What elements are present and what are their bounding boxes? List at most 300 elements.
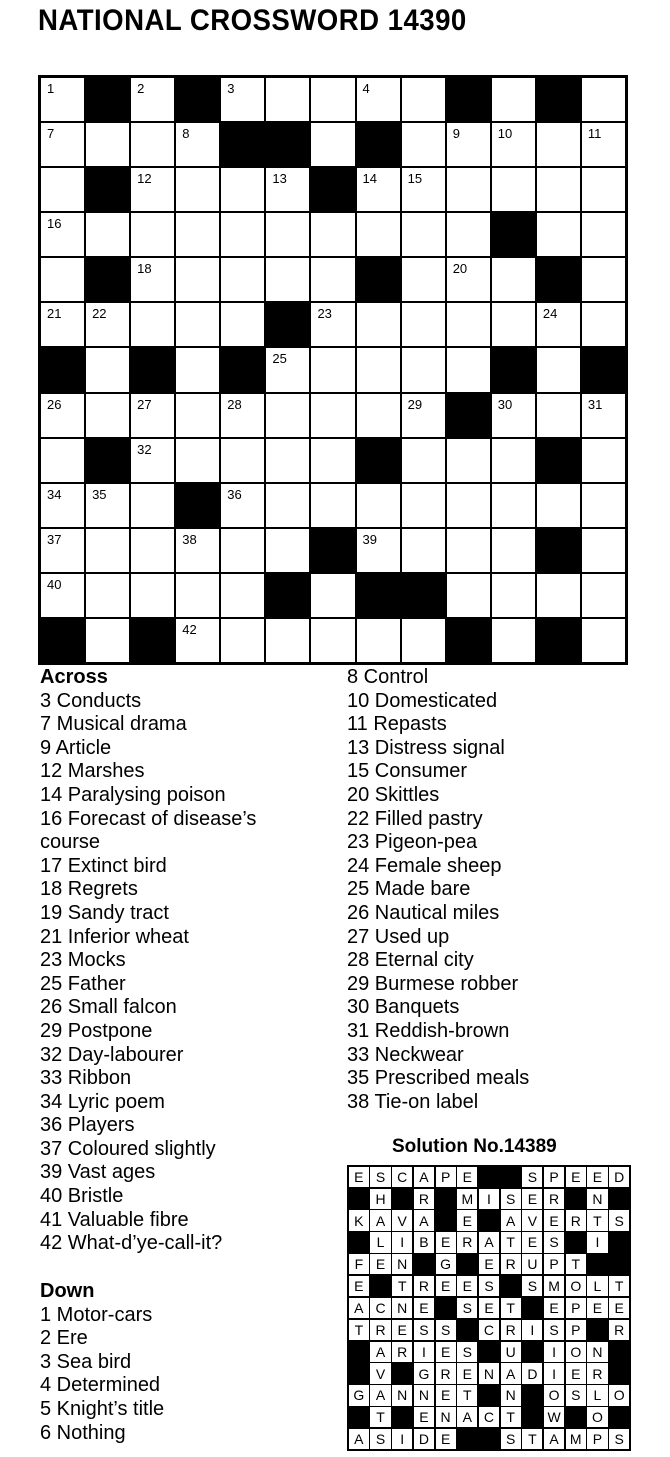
- solution-cell: R: [392, 1342, 412, 1362]
- grid-cell[interactable]: [41, 574, 84, 617]
- solution-cell: A: [544, 1429, 564, 1449]
- grid-cell[interactable]: [311, 439, 354, 482]
- grid-cell[interactable]: [582, 484, 625, 527]
- grid-cell[interactable]: [447, 439, 490, 482]
- solution-cell: S: [370, 1429, 390, 1449]
- solution-cell: R: [457, 1232, 477, 1252]
- solution-cell: P: [544, 1167, 564, 1187]
- clue-item: 34 Lyric poem: [40, 1090, 165, 1113]
- grid-cell[interactable]: [582, 303, 625, 346]
- clue-number: 29: [407, 396, 423, 412]
- grid-cell[interactable]: [537, 348, 580, 391]
- solution-cell: O: [566, 1276, 586, 1296]
- grid-cell[interactable]: [537, 303, 580, 346]
- grid-cell[interactable]: [266, 78, 309, 121]
- grid-cell[interactable]: [402, 348, 445, 391]
- solution-cell: T: [566, 1254, 586, 1274]
- solution-cell: E: [370, 1254, 390, 1274]
- clue-item: 37 Coloured slightly: [40, 1137, 216, 1160]
- clue-item: 25 Father: [40, 972, 126, 995]
- solution-cell: S: [522, 1276, 542, 1296]
- solution-cell: T: [349, 1320, 369, 1340]
- solution-cell: N: [501, 1385, 521, 1405]
- grid-cell[interactable]: [176, 574, 219, 617]
- grid-cell[interactable]: [86, 574, 129, 617]
- grid-cell[interactable]: [86, 303, 129, 346]
- solution-cell: E: [479, 1254, 499, 1274]
- clue-item: 13 Distress signal: [347, 736, 505, 759]
- grid-cell[interactable]: [86, 123, 129, 166]
- across-clues: [40, 666, 256, 1256]
- grid-cell[interactable]: [447, 303, 490, 346]
- grid-cell[interactable]: [41, 484, 84, 527]
- grid-cell[interactable]: [41, 529, 84, 572]
- clue-item: 36 Players: [40, 1114, 135, 1137]
- grid-cell[interactable]: [41, 439, 84, 482]
- grid-cell[interactable]: [447, 123, 490, 166]
- grid-cell[interactable]: [176, 529, 219, 572]
- grid-cell[interactable]: [537, 123, 580, 166]
- solution-cell: E: [436, 1429, 456, 1449]
- solution-cell: D: [609, 1167, 629, 1187]
- grid-cell[interactable]: [447, 168, 490, 211]
- solution-cell: N: [587, 1342, 607, 1362]
- grid-cell[interactable]: [266, 213, 309, 256]
- grid-cell[interactable]: [311, 258, 354, 301]
- grid-cell[interactable]: [221, 439, 264, 482]
- clue-number: 27: [137, 396, 152, 412]
- grid-cell[interactable]: [447, 348, 490, 391]
- grid-cell[interactable]: [492, 168, 535, 211]
- grid-cell[interactable]: [447, 529, 490, 572]
- solution-cell: E: [544, 1298, 564, 1318]
- solution-cell: E: [522, 1189, 542, 1209]
- clue-item: 25 Made bare: [347, 878, 471, 901]
- clue-item: course: [40, 831, 101, 854]
- solution-cell: T: [501, 1232, 521, 1252]
- solution-cell: T: [501, 1407, 521, 1427]
- grid-cell[interactable]: [582, 529, 625, 572]
- grid-cell[interactable]: [86, 213, 129, 256]
- grid-cell[interactable]: [266, 619, 309, 662]
- solution-cell: V: [392, 1210, 412, 1230]
- grid-cell[interactable]: [131, 123, 174, 166]
- solution-cell: E: [436, 1342, 456, 1362]
- clue-item: 14 Paralysing poison: [40, 783, 226, 806]
- grid-cell[interactable]: [402, 529, 445, 572]
- solution-cell: I: [522, 1320, 542, 1340]
- solution-cell: N: [392, 1254, 412, 1274]
- solution-cell: H: [370, 1189, 390, 1209]
- solution-cell: L: [370, 1232, 390, 1252]
- solution-cell: M: [566, 1429, 586, 1449]
- clue-item: 41 Valuable fibre: [40, 1208, 189, 1231]
- grid-cell[interactable]: [41, 213, 84, 256]
- grid-cell[interactable]: [221, 213, 264, 256]
- grid-cell[interactable]: [447, 574, 490, 617]
- grid-cell[interactable]: [221, 619, 264, 662]
- clue-number: 12: [137, 171, 152, 187]
- clue-number: 13: [272, 171, 287, 187]
- clue-number: 35: [92, 486, 107, 502]
- clue-number: 26: [47, 396, 62, 412]
- solution-cell: P: [544, 1254, 564, 1274]
- clue-number: 28: [227, 396, 242, 412]
- grid-cell[interactable]: [492, 484, 535, 527]
- solution-cell: R: [501, 1254, 521, 1274]
- grid-cell[interactable]: [402, 303, 445, 346]
- grid-cell[interactable]: [311, 394, 354, 437]
- clue-item: 17 Extinct bird: [40, 854, 167, 877]
- clue-item: 40 Bristle: [40, 1185, 124, 1208]
- solution-cell: V: [370, 1363, 390, 1383]
- solution-cell: A: [370, 1210, 390, 1230]
- grid-cell[interactable]: [311, 348, 354, 391]
- solution-cell: T: [522, 1429, 542, 1449]
- solution-cell: E: [587, 1167, 607, 1187]
- grid-cell[interactable]: [582, 123, 625, 166]
- clue-item: 2 Ere: [40, 1327, 88, 1350]
- grid-cell[interactable]: [41, 394, 84, 437]
- grid-cell[interactable]: [176, 168, 219, 211]
- solution-cell: T: [392, 1276, 412, 1296]
- solution-cell: O: [544, 1385, 564, 1405]
- grid-cell[interactable]: [266, 439, 309, 482]
- grid-cell[interactable]: [311, 484, 354, 527]
- grid-cell[interactable]: [582, 394, 625, 437]
- clue-number: 16: [47, 216, 62, 232]
- grid-cell[interactable]: [357, 484, 400, 527]
- grid-cell[interactable]: [357, 348, 400, 391]
- grid-cell[interactable]: [311, 213, 354, 256]
- grid-cell[interactable]: [492, 78, 535, 121]
- solution-cell: S: [544, 1232, 564, 1252]
- grid-cell[interactable]: [266, 529, 309, 572]
- down-clues-left: [40, 1280, 164, 1445]
- crossword-grid: [38, 75, 628, 665]
- solution-cell: R: [566, 1210, 586, 1230]
- solution-cell: E: [349, 1167, 369, 1187]
- solution-cell: D: [414, 1429, 434, 1449]
- solution-cell: E: [566, 1167, 586, 1187]
- solution-cell: M: [544, 1276, 564, 1296]
- grid-cell[interactable]: [492, 529, 535, 572]
- solution-cell: T: [501, 1298, 521, 1318]
- clue-item: 24 Female sheep: [347, 854, 502, 877]
- grid-cell[interactable]: [492, 439, 535, 482]
- grid-cell[interactable]: [357, 213, 400, 256]
- grid-cell[interactable]: [131, 439, 174, 482]
- clue-item: 26 Small falcon: [40, 996, 177, 1019]
- solution-cell: R: [414, 1276, 434, 1296]
- down-clues-right: [347, 666, 529, 1114]
- grid-cell[interactable]: [131, 78, 174, 121]
- clue-item: 11 Repasts: [347, 713, 447, 736]
- solution-cell: T: [609, 1276, 629, 1296]
- grid-cell[interactable]: [86, 394, 129, 437]
- solution-cell: P: [566, 1298, 586, 1318]
- solution-cell: B: [414, 1232, 434, 1252]
- solution-cell: M: [457, 1189, 477, 1209]
- grid-cell[interactable]: [131, 574, 174, 617]
- grid-cell[interactable]: [402, 619, 445, 662]
- grid-cell[interactable]: [357, 168, 400, 211]
- grid-cell[interactable]: [41, 258, 84, 301]
- solution-cell: U: [522, 1254, 542, 1274]
- solution-cell: W: [544, 1407, 564, 1427]
- solution-cell: S: [609, 1429, 629, 1449]
- grid-cell[interactable]: [492, 394, 535, 437]
- solution-cell: C: [370, 1298, 390, 1318]
- grid-cell[interactable]: [221, 168, 264, 211]
- grid-cell[interactable]: [582, 168, 625, 211]
- clue-item: 33 Ribbon: [40, 1067, 132, 1090]
- solution-cell: A: [414, 1167, 434, 1187]
- solution-cell: I: [587, 1232, 607, 1252]
- solution-cell: E: [522, 1232, 542, 1252]
- clue-item: 19 Sandy tract: [40, 901, 169, 924]
- solution-cell: E: [436, 1385, 456, 1405]
- solution-cell: A: [479, 1232, 499, 1252]
- grid-cell[interactable]: [357, 394, 400, 437]
- clue-item: 12 Marshes: [40, 760, 145, 783]
- grid-cell[interactable]: [447, 213, 490, 256]
- clue-item: 21 Inferior wheat: [40, 925, 189, 948]
- grid-cell[interactable]: [131, 529, 174, 572]
- grid-cell[interactable]: [176, 439, 219, 482]
- solution-cell: I: [479, 1189, 499, 1209]
- clue-number: 1: [47, 81, 55, 96]
- grid-cell[interactable]: [582, 439, 625, 482]
- grid-cell[interactable]: [131, 258, 174, 301]
- clue-item: 9 Article: [40, 736, 112, 759]
- grid-cell[interactable]: [221, 529, 264, 572]
- grid-cell[interactable]: [537, 213, 580, 256]
- solution-title: Solution No.14389: [392, 1136, 557, 1157]
- clue-item: 5 Knight’s title: [40, 1397, 165, 1420]
- clue-number: 4: [362, 81, 370, 96]
- grid-cell[interactable]: [221, 78, 264, 121]
- grid-cell[interactable]: [492, 303, 535, 346]
- solution-cell: E: [457, 1363, 477, 1383]
- grid-cell[interactable]: [537, 574, 580, 617]
- clue-item: 1 Motor-cars: [40, 1303, 153, 1326]
- solution-cell: E: [414, 1298, 434, 1318]
- solution-cell: E: [609, 1298, 629, 1318]
- clue-item: 16 Forecast of disease’s: [40, 807, 257, 830]
- solution-cell: I: [392, 1232, 412, 1252]
- grid-cell[interactable]: [402, 439, 445, 482]
- solution-cell: N: [392, 1298, 412, 1318]
- grid-cell[interactable]: [86, 484, 129, 527]
- clue-item: 39 Vast ages: [40, 1161, 156, 1184]
- grid-cell[interactable]: [492, 123, 535, 166]
- clue-item: 27 Used up: [347, 925, 450, 948]
- grid-cell[interactable]: [86, 619, 129, 662]
- grid-cell[interactable]: [41, 123, 84, 166]
- grid-cell[interactable]: [131, 168, 174, 211]
- grid-cell[interactable]: [221, 258, 264, 301]
- grid-cell[interactable]: [131, 213, 174, 256]
- solution-cell: S: [501, 1189, 521, 1209]
- grid-cell[interactable]: [176, 303, 219, 346]
- solution-cell: G: [436, 1254, 456, 1274]
- solution-cell: S: [414, 1320, 434, 1340]
- grid-cell[interactable]: [86, 529, 129, 572]
- grid-cell[interactable]: [492, 619, 535, 662]
- clue-number: 7: [47, 126, 55, 142]
- clue-item: 22 Filled pastry: [347, 807, 483, 830]
- solution-cell: R: [501, 1320, 521, 1340]
- grid-cell[interactable]: [41, 303, 84, 346]
- clue-number: 9: [452, 126, 460, 142]
- solution-cell: E: [349, 1276, 369, 1296]
- clue-number: 39: [362, 531, 377, 547]
- solution-cell: E: [436, 1232, 456, 1252]
- solution-cell: S: [457, 1298, 477, 1318]
- grid-cell[interactable]: [221, 574, 264, 617]
- grid-cell[interactable]: [176, 213, 219, 256]
- clue-number: 34: [47, 486, 62, 502]
- solution-cell: R: [544, 1189, 564, 1209]
- grid-cell[interactable]: [402, 394, 445, 437]
- solution-cell: R: [414, 1189, 434, 1209]
- solution-cell: O: [587, 1407, 607, 1427]
- grid-cell[interactable]: [131, 394, 174, 437]
- grid-cell[interactable]: [357, 303, 400, 346]
- grid-cell[interactable]: [582, 619, 625, 662]
- solution-cell: P: [436, 1167, 456, 1187]
- clue-item: 28 Eternal city: [347, 949, 474, 972]
- grid-cell[interactable]: [266, 258, 309, 301]
- grid-cell[interactable]: [221, 484, 264, 527]
- solution-grid: [347, 1165, 631, 1451]
- clue-number: 3: [227, 81, 235, 96]
- across-heading: Across: [40, 666, 108, 688]
- solution-cell: T: [587, 1210, 607, 1230]
- solution-cell: L: [587, 1276, 607, 1296]
- solution-cell: S: [457, 1342, 477, 1362]
- clue-number: 23: [317, 306, 332, 322]
- clue-item: 33 Neckwear: [347, 1043, 464, 1066]
- clue-number: 31: [587, 396, 603, 412]
- solution-cell: I: [392, 1429, 412, 1449]
- grid-cell[interactable]: [311, 123, 354, 166]
- page-title: NATIONAL CROSSWORD 14390: [38, 4, 467, 37]
- grid-cell[interactable]: [357, 529, 400, 572]
- solution-cell: E: [414, 1407, 434, 1427]
- solution-cell: A: [457, 1407, 477, 1427]
- grid-cell[interactable]: [582, 258, 625, 301]
- solution-cell: G: [349, 1385, 369, 1405]
- solution-cell: N: [414, 1385, 434, 1405]
- solution-cell: E: [566, 1363, 586, 1383]
- grid-cell[interactable]: [402, 213, 445, 256]
- clue-item: 30 Banquets: [347, 996, 460, 1019]
- grid-cell[interactable]: [402, 258, 445, 301]
- solution-cell: O: [566, 1342, 586, 1362]
- grid-cell[interactable]: [357, 619, 400, 662]
- grid-cell[interactable]: [131, 484, 174, 527]
- solution-cell: E: [457, 1167, 477, 1187]
- grid-cell[interactable]: [176, 394, 219, 437]
- grid-cell[interactable]: [402, 484, 445, 527]
- clue-number: 37: [47, 531, 62, 547]
- grid-cell[interactable]: [266, 168, 309, 211]
- solution-cell: A: [501, 1210, 521, 1230]
- solution-cell: N: [436, 1407, 456, 1427]
- solution-cell: N: [479, 1363, 499, 1383]
- solution-cell: A: [349, 1429, 369, 1449]
- solution-cell: E: [479, 1298, 499, 1318]
- clue-number: 2: [137, 81, 145, 96]
- clue-item: 6 Nothing: [40, 1421, 126, 1444]
- solution-cell: E: [457, 1210, 477, 1230]
- clue-number: 24: [542, 306, 558, 322]
- grid-cell[interactable]: [311, 574, 354, 617]
- solution-cell: U: [501, 1342, 521, 1362]
- solution-cell: I: [544, 1342, 564, 1362]
- grid-cell[interactable]: [402, 78, 445, 121]
- grid-cell[interactable]: [221, 303, 264, 346]
- grid-cell[interactable]: [41, 168, 84, 211]
- solution-cell: I: [544, 1363, 564, 1383]
- grid-cell[interactable]: [41, 78, 84, 121]
- grid-cell[interactable]: [311, 303, 354, 346]
- clue-item: 4 Determined: [40, 1374, 161, 1397]
- solution-cell: L: [587, 1385, 607, 1405]
- grid-cell[interactable]: [176, 123, 219, 166]
- clue-item: 29 Postpone: [40, 1019, 153, 1042]
- grid-cell[interactable]: [492, 258, 535, 301]
- solution-cell: S: [436, 1320, 456, 1340]
- grid-cell[interactable]: [402, 168, 445, 211]
- grid-cell[interactable]: [176, 619, 219, 662]
- solution-cell: S: [544, 1320, 564, 1340]
- clue-item: 31 Reddish-brown: [347, 1019, 510, 1042]
- grid-cell[interactable]: [86, 348, 129, 391]
- solution-cell: R: [587, 1363, 607, 1383]
- grid-cell[interactable]: [357, 78, 400, 121]
- grid-cell[interactable]: [582, 213, 625, 256]
- grid-cell[interactable]: [582, 574, 625, 617]
- clue-number: 21: [47, 306, 62, 322]
- grid-cell[interactable]: [447, 484, 490, 527]
- solution-cell: O: [609, 1385, 629, 1405]
- grid-cell[interactable]: [266, 348, 309, 391]
- grid-cell[interactable]: [176, 258, 219, 301]
- grid-cell[interactable]: [537, 394, 580, 437]
- grid-cell[interactable]: [266, 394, 309, 437]
- grid-cell[interactable]: [176, 348, 219, 391]
- clue-item: 20 Skittles: [347, 783, 440, 806]
- grid-cell[interactable]: [582, 78, 625, 121]
- grid-cell[interactable]: [131, 303, 174, 346]
- solution-cell: D: [522, 1363, 542, 1383]
- solution-cell: S: [609, 1210, 629, 1230]
- grid-cell[interactable]: [447, 258, 490, 301]
- grid-cell[interactable]: [537, 484, 580, 527]
- solution-cell: R: [436, 1363, 456, 1383]
- clue-item: 42 What-d’ye-call-it?: [40, 1232, 223, 1255]
- grid-cell[interactable]: [311, 619, 354, 662]
- grid-cell[interactable]: [402, 123, 445, 166]
- grid-cell[interactable]: [311, 78, 354, 121]
- grid-cell[interactable]: [492, 574, 535, 617]
- grid-cell[interactable]: [537, 168, 580, 211]
- grid-cell[interactable]: [266, 484, 309, 527]
- grid-cell[interactable]: [221, 394, 264, 437]
